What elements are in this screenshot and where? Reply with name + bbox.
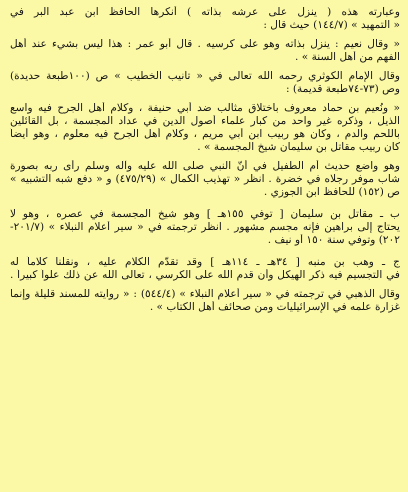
quote-line: الفهم من أهل السنة » . — [295, 51, 400, 63]
list-item-line: يحتاج إلى براهين فإنه مجسم مشهور . انظر ترجمته في « سير أعلام النبلاء » (٢٠١/٧- — [10, 221, 400, 233]
quote-line: كان ربيب مقاتل بن سليمان شيخ المجسمة » . — [197, 141, 400, 153]
text-line: وقال الذهبي في ترجمته في « سير أعلام النبلاء » (٥٤٤/٤) : « روايته للمسند قليلة وإنما — [10, 288, 400, 300]
text-line: وص (٧٣-٧٤طبعة قديمة) : — [285, 83, 400, 95]
quote-line: الذيل ، وذكره غير واحد من كبار علماء أصول الدين في عداد المجسمة ، بل القائلين — [10, 115, 400, 127]
quote-line: « ونُعيم بن حماد معروف باختلاق مثالب ضد أبي حنيفة ، وكلام أهل الجرح فيه واسع — [10, 102, 400, 114]
text-line: ص (١٥٢) للحافظ ابن الجوزي . — [263, 186, 400, 198]
list-item-line: ج ـ وهب بن منبه [ ٣٤هـ ـ ١١٤هـ ] وقد تقدّم الكلام عليه ، ونقلنا كلاماً له — [10, 256, 400, 268]
text-line: شاب موفر رجلاه في خضرة . انظر « تهذيب الكمال » (٤٧٥/٢٩) و « دفع شبه التشبيه » — [10, 173, 400, 185]
list-item-line: ب ـ مقاتل بن سليمان [ توفي ١٥٥هـ ] وهو شيخ المجسمة في عصره ، وهو لا — [10, 208, 400, 220]
text-line: وهو واضع حديث أم الطفيل في أنّ النبي صلى الله عليه وآله وسلم رأى ربه بصورة — [10, 160, 400, 172]
quote-line: باللحم والدم ، وكان هو ربيب ابن أبي مريم ، وكلام أهل الجرح فيه معلوم ، وهو أيضاً — [10, 128, 400, 140]
list-item-line: في التجسيم فيه ذكر الهيكل وأن قدم الله على الكرسي ، تعالى الله عن ذلك علواً كبيراً . — [10, 269, 400, 281]
text-line: وعبارته هذه ( ينزل على عرشه بذاته ) أنكرها الحافظ ابن عبد البر في — [10, 6, 400, 18]
text-line: « التمهيد » (١٤٤/٧) حيث قال : — [263, 19, 400, 31]
text-line: وقال الإمام الكوثري رحمه الله تعالى في « تأنيب الخطيب » ص (١٠٠طبعة حديدة) — [10, 70, 400, 82]
list-item-line: ٢٠٢) وتوفي سنة ١٥٠ أو نيف . — [267, 234, 400, 246]
quote-line: « وقال نعيم : ينزل بذاته وهو على كرسيه . قال أبو عمر : هذا ليس بشيء عند أهل — [10, 38, 400, 50]
text-line: غزارة علمه في الإسرائيليات ومن صحائف أهل الكتاب » . — [149, 301, 400, 313]
